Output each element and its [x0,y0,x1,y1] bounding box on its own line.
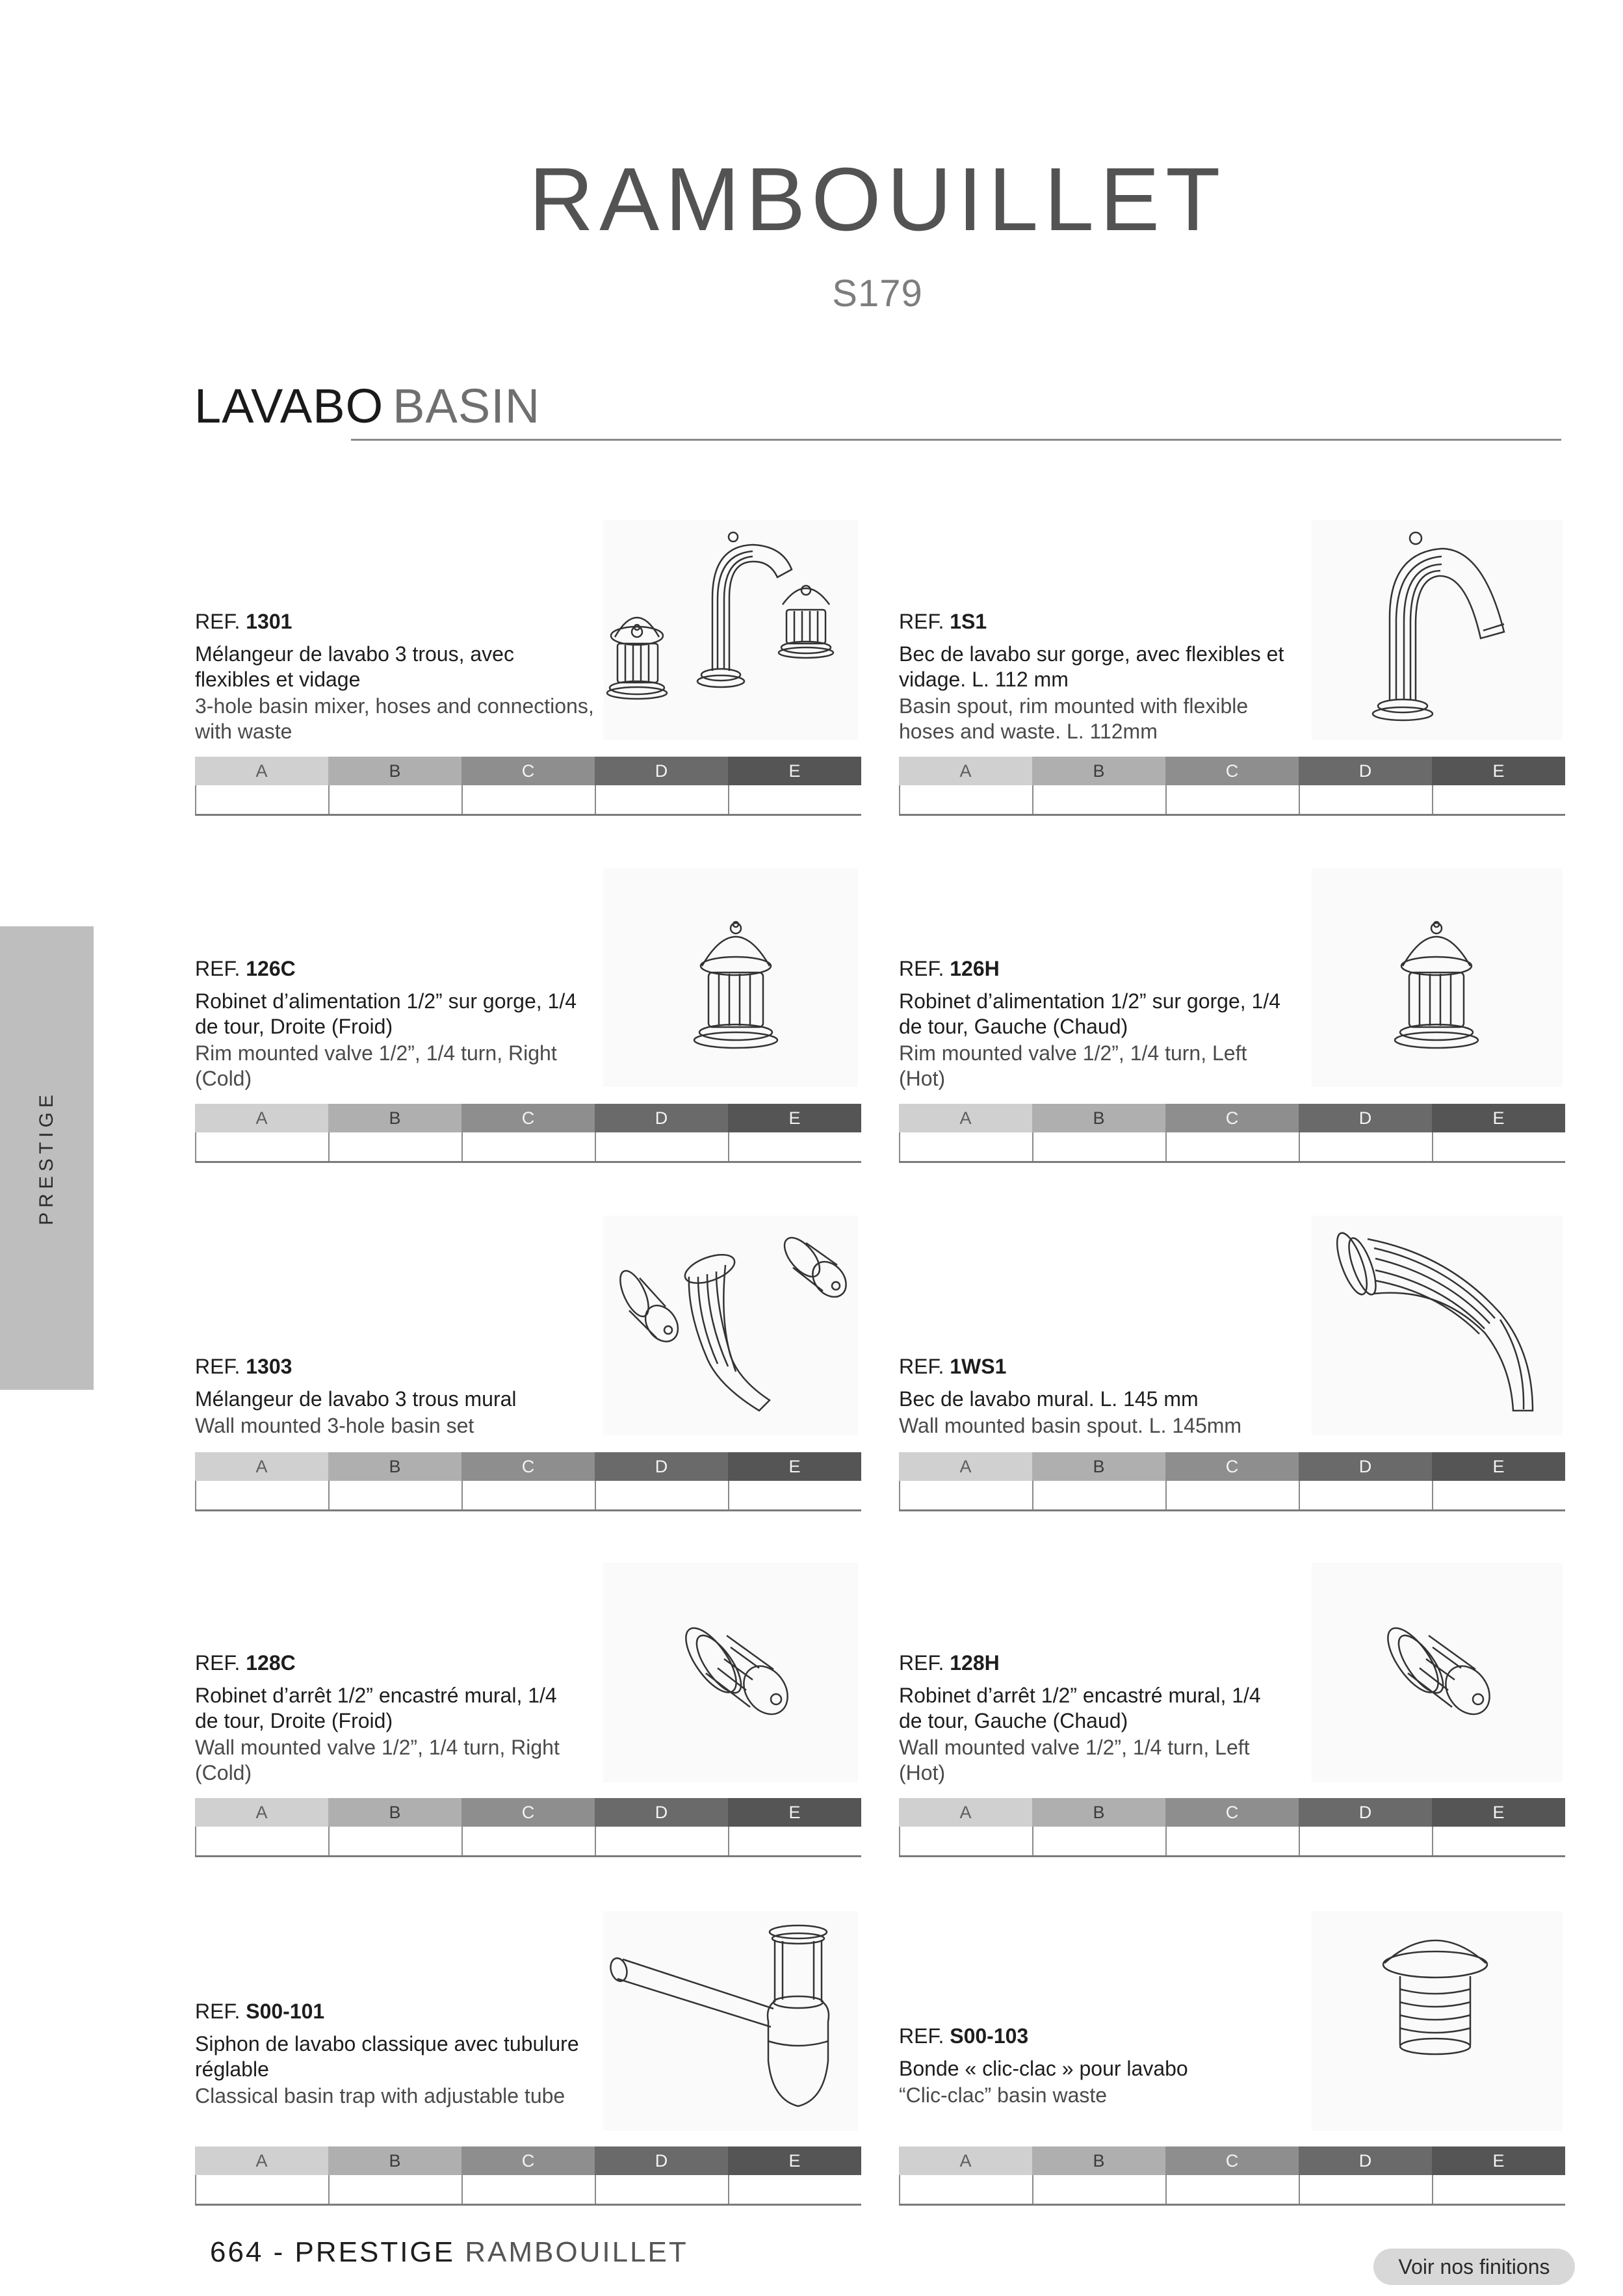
finish-cell[interactable] [1299,1132,1432,1161]
finish-cell[interactable] [899,1827,1032,1855]
collection-code: S179 [832,272,923,315]
ref-prefix: REF. [899,2024,950,2048]
finish-col-a[interactable]: A [195,2146,328,2175]
product-ref [195,2000,598,2024]
description-fr [899,989,1302,1039]
finish-cell[interactable] [1165,785,1299,814]
product-image-1301 [603,520,858,740]
finish-col-a[interactable]: A [195,757,328,785]
description-en-line: Wall mounted valve 1/2”, 1/4 turn, Right [195,1736,560,1759]
ref-prefix: REF. [195,1355,246,1378]
finish-table-1S1[interactable] [899,757,1565,816]
finish-cell[interactable] [1165,2175,1299,2204]
finish-cell[interactable] [328,2175,461,2204]
finish-col-e[interactable]: E [728,2146,861,2175]
product-image-S00-101 [603,1911,858,2131]
finish-cell[interactable] [899,785,1032,814]
finish-cell[interactable] [328,1132,461,1161]
product-ref [899,957,1302,981]
finish-cell[interactable] [1299,1827,1432,1855]
description-fr-line: de tour, Droite (Froid) [195,1015,393,1038]
ref-prefix: REF. [899,1355,950,1378]
finish-col-c[interactable]: C [461,1104,595,1132]
description-fr-line: de tour, Droite (Froid) [195,1709,393,1732]
finish-cell[interactable] [328,1827,461,1855]
description-en-line: (Cold) [195,1067,252,1090]
section-divider [351,439,1561,441]
finish-cell[interactable] [328,785,461,814]
description-fr [899,1387,1302,1412]
finish-cell[interactable] [1299,785,1432,814]
ref-prefix: REF. [195,1651,246,1675]
finish-col-d[interactable]: D [1299,1452,1432,1481]
product-image-S00-103 [1312,1911,1563,2131]
ref-number: S00-101 [246,2000,325,2023]
finish-col-e[interactable]: E [728,1798,861,1827]
description-fr-line: vidage. L. 112 mm [899,668,1069,691]
finish-table-S00-101[interactable] [195,2146,861,2206]
section-heading-en: BASIN [393,379,541,433]
product-image-128H [1312,1563,1563,1782]
finish-col-a[interactable]: A [195,1104,328,1132]
finish-cell[interactable] [195,2175,328,2204]
finish-cell[interactable] [595,1481,728,1509]
finish-table-128H[interactable] [899,1798,1565,1857]
finish-col-d[interactable]: D [595,757,728,785]
description-fr-line: Siphon de lavabo classique avec tubulure [195,2032,579,2055]
description-en [899,694,1302,744]
description-en-line: “Clic-clac” basin waste [899,2083,1108,2107]
product-image-126C [603,868,858,1087]
side-tab-label: PRESTIGE [36,1090,57,1225]
description-en [195,2083,598,2109]
finish-cell[interactable] [195,1481,328,1509]
finish-col-b[interactable]: B [1032,757,1165,785]
finish-cell[interactable] [1165,1827,1299,1855]
product-ref [195,1651,598,1675]
ref-number: 1301 [246,610,292,633]
finish-cell[interactable] [1299,1481,1432,1509]
description-fr-line: réglable [195,2057,269,2081]
description-en-line: Rim mounted valve 1/2”, 1/4 turn, Left [899,1041,1247,1065]
ref-prefix: REF. [195,610,246,633]
description-fr-line: Mélangeur de lavabo 3 trous mural [195,1387,517,1411]
description-en [195,1735,598,1786]
finish-col-e[interactable]: E [1432,1798,1565,1827]
description-fr [195,989,598,1039]
finish-cell[interactable] [595,785,728,814]
finish-col-a[interactable]: A [195,1798,328,1827]
finish-col-c[interactable]: C [1165,2146,1299,2175]
finish-cell[interactable] [195,1827,328,1855]
description-fr-line: Bec de lavabo sur gorge, avec flexibles et [899,642,1284,666]
description-en [899,1041,1302,1091]
finish-col-e[interactable]: E [1432,1104,1565,1132]
finish-cell[interactable] [728,1481,861,1509]
ref-prefix: REF. [899,610,950,633]
finish-cell[interactable] [1032,785,1165,814]
finish-col-b[interactable]: B [328,1452,461,1481]
finish-col-b[interactable]: B [1032,2146,1165,2175]
description-fr [195,1387,598,1412]
product-ref [899,1355,1302,1379]
description-en-line: Classical basin trap with adjustable tube [195,2084,565,2107]
finish-cell[interactable] [1299,2175,1432,2204]
finish-col-c[interactable]: C [461,1798,595,1827]
finish-cell[interactable] [1432,1132,1565,1161]
ref-number: 1WS1 [950,1355,1007,1378]
finish-cell[interactable] [461,785,595,814]
description-fr [899,642,1302,692]
description-en-line: Wall mounted valve 1/2”, 1/4 turn, Left [899,1736,1250,1759]
description-fr-line: Bec de lavabo mural. L. 145 mm [899,1387,1199,1411]
finish-col-e[interactable]: E [728,1104,861,1132]
finish-col-b[interactable]: B [328,757,461,785]
description-en-line: with waste [195,720,292,743]
description-fr-line: Robinet d’arrêt 1/2” encastré mural, 1/4 [899,1684,1261,1707]
footer-page: 664 - PRESTIGE [210,2236,456,2268]
finish-cell[interactable] [461,1481,595,1509]
product-text-126H [899,957,1302,1091]
product-ref [899,610,1302,634]
ref-number: 126C [246,957,296,980]
description-en [899,1735,1302,1786]
description-fr-line: Robinet d’alimentation 1/2” sur gorge, 1/4 [195,989,577,1013]
finish-cell[interactable] [1432,1481,1565,1509]
finish-col-b[interactable]: B [328,2146,461,2175]
product-text-126C [195,957,598,1091]
finish-col-d[interactable]: D [595,1104,728,1132]
product-ref [195,1355,598,1379]
ref-prefix: REF. [195,2000,246,2023]
page-title: RAMBOUILLET [528,150,1227,250]
finish-cell[interactable] [461,1827,595,1855]
product-text-1303 [195,1355,598,1439]
finish-col-b[interactable]: B [1032,1452,1165,1481]
finish-cell[interactable] [1432,1827,1565,1855]
finish-cell[interactable] [899,2175,1032,2204]
finish-table-1301[interactable] [195,757,861,816]
ref-number: 1S1 [950,610,987,633]
finish-table-128C[interactable] [195,1798,861,1857]
finish-col-d[interactable]: D [595,2146,728,2175]
finish-col-a[interactable]: A [899,1798,1032,1827]
product-ref [195,957,598,981]
finish-table-1WS1[interactable] [899,1452,1565,1511]
finish-cell[interactable] [899,1481,1032,1509]
finish-col-a[interactable]: A [195,1452,328,1481]
description-en-line: 3-hole basin mixer, hoses and connections, [195,694,594,718]
finish-col-b[interactable]: B [328,1798,461,1827]
finish-col-d[interactable]: D [1299,1104,1432,1132]
description-fr [195,642,598,692]
product-image-1WS1 [1312,1216,1563,1435]
finish-cell[interactable] [899,1132,1032,1161]
finish-col-b[interactable]: B [328,1104,461,1132]
finish-col-a[interactable]: A [899,757,1032,785]
page-footer [210,2236,688,2269]
ref-number: 128C [246,1651,296,1675]
product-image-1S1 [1312,520,1563,740]
finish-table-126H[interactable] [899,1104,1565,1163]
finish-cell[interactable] [1432,785,1565,814]
product-ref [195,610,598,634]
finish-cell[interactable] [1432,2175,1565,2204]
finish-col-a[interactable]: A [899,1452,1032,1481]
finish-col-c[interactable]: C [1165,757,1299,785]
finish-col-a[interactable]: A [899,1104,1032,1132]
finish-col-e[interactable]: E [1432,1452,1565,1481]
finish-col-e[interactable]: E [1432,2146,1565,2175]
finish-col-d[interactable]: D [595,1798,728,1827]
finish-cell[interactable] [195,785,328,814]
finish-cell[interactable] [1032,1132,1165,1161]
finish-col-c[interactable]: C [1165,1452,1299,1481]
finish-col-d[interactable]: D [1299,757,1432,785]
side-tab[interactable] [0,926,94,1390]
section-heading-fr: LAVABO [194,379,384,433]
product-text-1S1 [899,610,1302,744]
description-en-line: Wall mounted basin spout. L. 145mm [899,1414,1242,1437]
finish-cell[interactable] [728,2175,861,2204]
finish-cell[interactable] [1032,1827,1165,1855]
finishes-button[interactable]: Voir nos finitions [1373,2249,1575,2285]
description-en-line: Rim mounted valve 1/2”, 1/4 turn, Right [195,1041,557,1065]
product-text-1WS1 [899,1355,1302,1439]
finish-cell[interactable] [595,1827,728,1855]
finish-col-d[interactable]: D [1299,1798,1432,1827]
product-text-128C [195,1651,598,1786]
finish-table-126C[interactable] [195,1104,861,1163]
finish-col-c[interactable]: C [461,2146,595,2175]
finish-cell[interactable] [1165,1481,1299,1509]
finish-col-e[interactable]: E [728,1452,861,1481]
finish-cell[interactable] [1032,1481,1165,1509]
description-en-line: hoses and waste. L. 112mm [899,720,1158,743]
finish-cell[interactable] [1165,1132,1299,1161]
ref-prefix: REF. [899,1651,950,1675]
footer-collection: RAMBOUILLET [465,2236,688,2268]
finish-cell[interactable] [461,1132,595,1161]
description-en [195,1041,598,1091]
finish-cell[interactable] [728,1132,861,1161]
description-en-line: (Cold) [195,1761,252,1784]
finish-col-a[interactable]: A [899,2146,1032,2175]
description-en [195,1413,598,1439]
ref-prefix: REF. [195,957,246,980]
finish-col-c[interactable]: C [1165,1104,1299,1132]
description-fr [195,2031,598,2082]
product-text-1301 [195,610,598,744]
finish-cell[interactable] [728,1827,861,1855]
description-en-line: Basin spout, rim mounted with flexible [899,694,1249,718]
finish-col-c[interactable]: C [461,757,595,785]
ref-number: 1303 [246,1355,292,1378]
description-fr [899,1683,1302,1734]
finish-cell[interactable] [728,785,861,814]
finish-table-S00-103[interactable] [899,2146,1565,2206]
description-fr-line: flexibles et vidage [195,668,361,691]
product-ref [899,1651,1302,1675]
finish-col-b[interactable]: B [1032,1104,1165,1132]
finish-cell[interactable] [1032,2175,1165,2204]
finish-cell[interactable] [195,1132,328,1161]
finish-col-e[interactable]: E [1432,757,1565,785]
description-en [195,694,598,744]
finish-col-d[interactable]: D [1299,2146,1432,2175]
product-ref [899,2024,1302,2048]
finish-cell[interactable] [595,1132,728,1161]
product-text-128H [899,1651,1302,1786]
description-fr-line: Robinet d’alimentation 1/2” sur gorge, 1/4 [899,989,1281,1013]
product-image-1303 [603,1216,858,1435]
description-fr-line: Mélangeur de lavabo 3 trous, avec [195,642,514,666]
description-fr-line: Bonde « clic-clac » pour lavabo [899,2057,1188,2080]
description-en [899,1413,1302,1439]
finish-col-c[interactable]: C [1165,1798,1299,1827]
product-image-126H [1312,868,1563,1087]
finish-col-b[interactable]: B [1032,1798,1165,1827]
description-en-line: (Hot) [899,1761,946,1784]
description-en [899,2083,1302,2108]
finish-table-1303[interactable] [195,1452,861,1511]
product-text-S00-103 [899,2024,1302,2108]
description-fr [899,2056,1302,2081]
product-image-128C [603,1563,858,1782]
finish-cell[interactable] [595,2175,728,2204]
ref-prefix: REF. [899,957,950,980]
description-fr [195,1683,598,1734]
description-en-line: (Hot) [899,1067,946,1090]
finish-cell[interactable] [328,1481,461,1509]
finish-col-c[interactable]: C [461,1452,595,1481]
finish-col-e[interactable]: E [728,757,861,785]
product-text-S00-101 [195,2000,598,2109]
section-heading [194,378,540,434]
finish-col-d[interactable]: D [595,1452,728,1481]
finish-cell[interactable] [461,2175,595,2204]
ref-number: 128H [950,1651,1000,1675]
description-en-line: Wall mounted 3-hole basin set [195,1414,474,1437]
description-fr-line: Robinet d’arrêt 1/2” encastré mural, 1/4 [195,1684,557,1707]
description-fr-line: de tour, Gauche (Chaud) [899,1709,1128,1732]
ref-number: S00-103 [950,2024,1029,2048]
description-fr-line: de tour, Gauche (Chaud) [899,1015,1128,1038]
ref-number: 126H [950,957,1000,980]
